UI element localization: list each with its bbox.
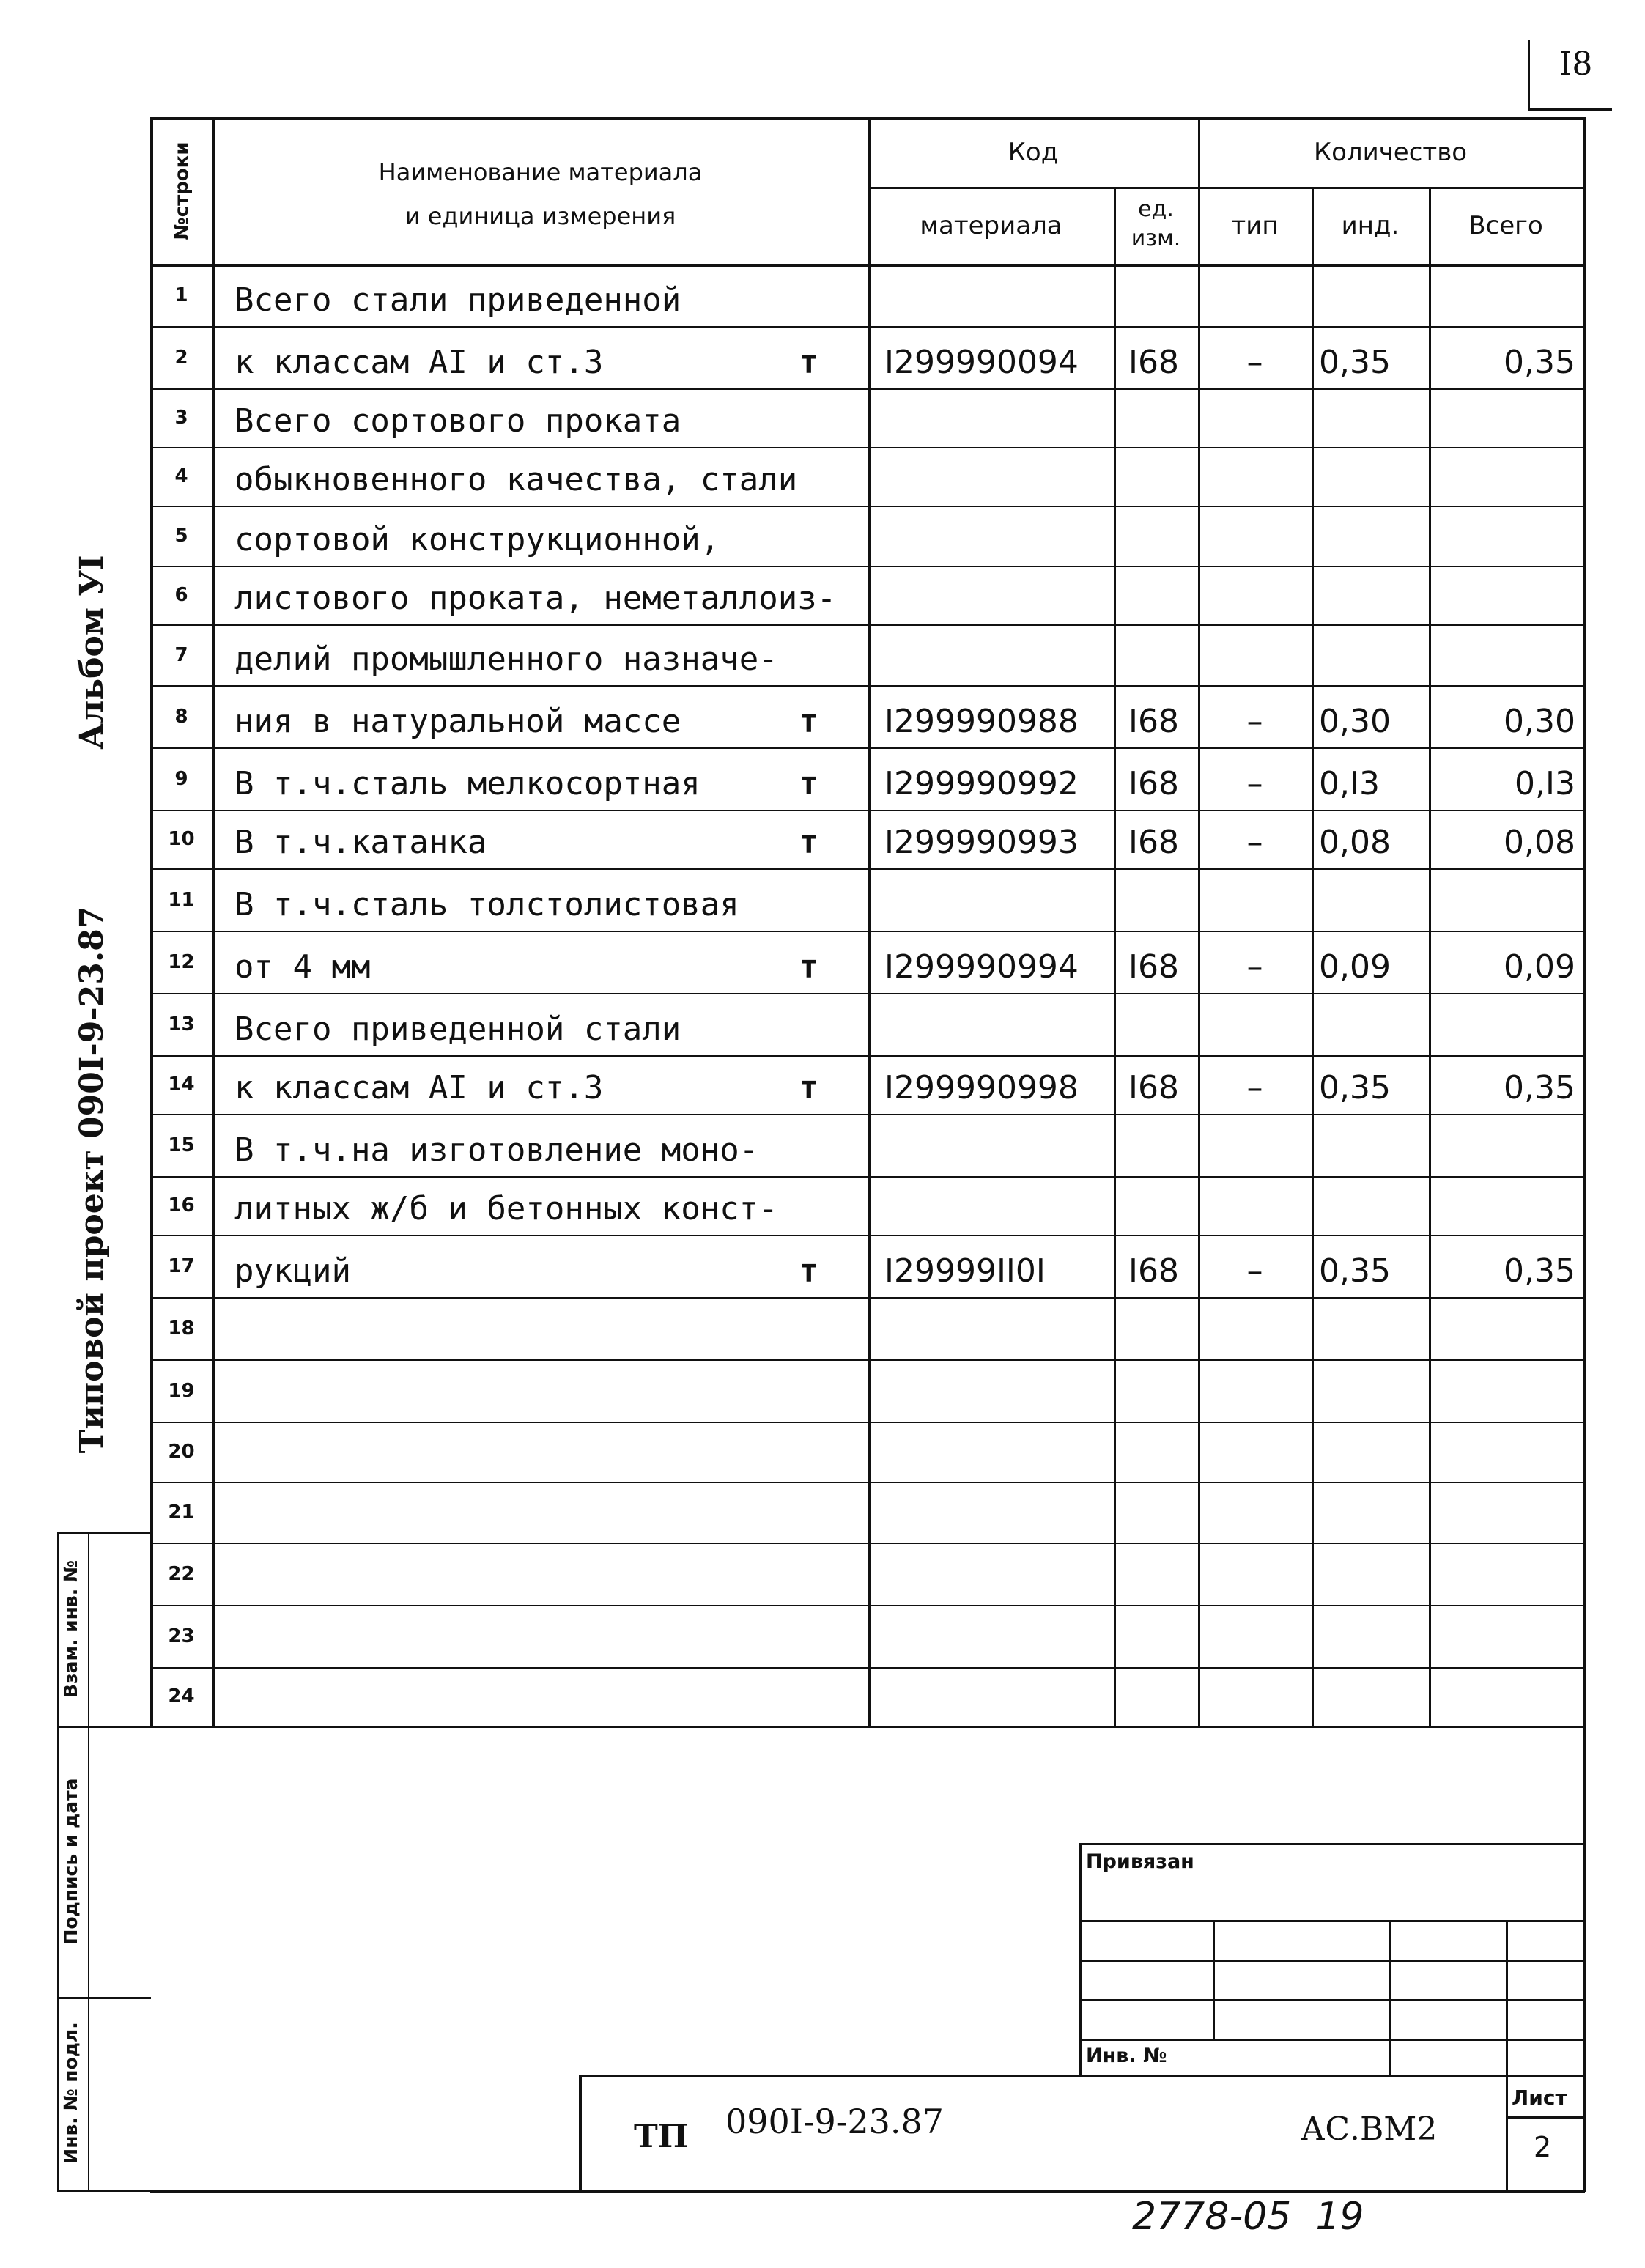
qty-type (1198, 447, 1312, 506)
qty-ind (1312, 1543, 1429, 1605)
qty-type (1198, 1359, 1312, 1422)
qty-type: – (1246, 824, 1263, 861)
qty-type (1198, 264, 1312, 326)
material-name (212, 1297, 868, 1359)
qty-ind (1312, 566, 1429, 624)
material-code (868, 1543, 1114, 1605)
material-code: I299990998 (884, 1069, 1079, 1107)
material-code (868, 1359, 1114, 1422)
header-code-unit-1: ед. (1138, 196, 1174, 222)
qty-ind (1312, 1359, 1429, 1422)
row-number: 20 (168, 1441, 195, 1463)
material-name (212, 1114, 868, 1176)
row-number: 23 (168, 1625, 195, 1647)
page-number: I8 (1559, 45, 1593, 83)
material-name (212, 1605, 868, 1667)
material-code (868, 868, 1114, 931)
row-number: 5 (174, 525, 188, 547)
qty-ind (1312, 1667, 1429, 1726)
material-code (868, 1176, 1114, 1235)
material-code (868, 506, 1114, 566)
material-code: I299990994 (884, 948, 1079, 986)
qty-type (1198, 1297, 1312, 1359)
header-code-unit-2: изм. (1131, 226, 1181, 251)
qty-type (1198, 1114, 1312, 1176)
qty-type (1198, 1667, 1312, 1726)
header-qty-total: Всего (1468, 210, 1543, 240)
qty-total (1429, 1359, 1583, 1422)
material-code: I299990993 (884, 824, 1079, 861)
qty-total (1429, 1543, 1583, 1605)
material-code: I299990992 (884, 765, 1079, 802)
qty-type: – (1246, 1252, 1263, 1290)
material-name-text: В т.ч.сталь мелкосортная (234, 765, 700, 802)
material-name (212, 931, 868, 993)
qty-ind (1312, 388, 1429, 447)
code-unit: I68 (1128, 948, 1179, 986)
header-name-line2: и единица измерения (404, 202, 676, 230)
material-name (212, 506, 868, 566)
qty-total (1429, 993, 1583, 1055)
material-name (212, 868, 868, 931)
header-code: Код (1008, 137, 1059, 167)
code-unit (1114, 506, 1198, 566)
qty-ind: 0,08 (1319, 824, 1391, 861)
qty-ind: 0,09 (1319, 948, 1391, 986)
inv-no-label: Инв. № (1086, 2044, 1167, 2067)
title-number: 090I-9-23.87 (725, 2102, 945, 2141)
qty-total (1429, 624, 1583, 685)
qty-ind (1312, 868, 1429, 931)
material-name (212, 624, 868, 685)
code-unit: I68 (1128, 1252, 1179, 1290)
album-label: Альбом УI (73, 555, 111, 750)
podpis-data-label: Подпись и дата (60, 1778, 81, 1945)
header-qty-ind: инд. (1341, 210, 1400, 240)
qty-total: 0,35 (1504, 1252, 1575, 1290)
material-code: I299990988 (884, 703, 1079, 740)
row-number: 2 (174, 346, 188, 369)
qty-type (1198, 566, 1312, 624)
code-unit (1114, 388, 1198, 447)
qty-total: 0,35 (1504, 1069, 1575, 1107)
material-name (212, 993, 868, 1055)
header-qty-type: тип (1231, 210, 1279, 240)
code-unit (1114, 1667, 1198, 1726)
qty-ind: 0,30 (1319, 703, 1391, 740)
unit-of-measure: т (799, 703, 818, 740)
row-number: 11 (168, 888, 195, 911)
unit-of-measure: т (799, 1252, 818, 1290)
unit-of-measure: т (799, 824, 818, 861)
material-name (212, 566, 868, 624)
qty-total: 0,I3 (1515, 765, 1575, 802)
qty-total (1429, 1482, 1583, 1543)
code-unit (1114, 1422, 1198, 1482)
qty-type (1198, 1422, 1312, 1482)
qty-total (1429, 1297, 1583, 1359)
unit-of-measure: т (799, 1069, 818, 1107)
material-code (868, 388, 1114, 447)
material-name (212, 810, 868, 868)
material-name-text: В т.ч.катанка (234, 824, 487, 861)
qty-total (1429, 1176, 1583, 1235)
material-code (868, 264, 1114, 326)
code-unit (1114, 1605, 1198, 1667)
code-unit (1114, 1176, 1198, 1235)
code-unit: I68 (1128, 1069, 1179, 1107)
code-unit: I68 (1128, 824, 1179, 861)
row-number: 16 (168, 1194, 195, 1216)
material-name-text: делий промышленного назначе- (234, 640, 778, 678)
material-name (212, 388, 868, 447)
material-name-text: Всего приведенной стали (234, 1011, 681, 1048)
material-name (212, 1176, 868, 1235)
code-unit (1114, 1297, 1198, 1359)
row-number: 7 (174, 643, 188, 666)
row-number: 22 (168, 1562, 195, 1585)
qty-type: – (1246, 703, 1263, 740)
material-name (212, 1422, 868, 1482)
qty-type (1198, 1176, 1312, 1235)
row-number: 19 (168, 1379, 195, 1402)
code-unit (1114, 566, 1198, 624)
qty-total (1429, 1667, 1583, 1726)
header-row-number: №строки (170, 141, 193, 240)
header-name-line1: Наименование материала (378, 158, 703, 186)
material-name (212, 1667, 868, 1726)
code-unit (1114, 1543, 1198, 1605)
qty-ind (1312, 993, 1429, 1055)
material-name (212, 1235, 868, 1297)
unit-of-measure: т (799, 765, 818, 802)
qty-type: – (1246, 1069, 1263, 1107)
row-number: 18 (168, 1317, 195, 1340)
material-code (868, 624, 1114, 685)
material-name (212, 1055, 868, 1114)
material-name-text: В т.ч.сталь толстолистовая (234, 886, 739, 923)
row-number: 24 (168, 1685, 195, 1707)
qty-type (1198, 506, 1312, 566)
row-number: 8 (174, 705, 188, 728)
qty-total: 0,30 (1504, 703, 1575, 740)
material-name-text: ния в натуральной массе (234, 703, 681, 740)
material-code (868, 447, 1114, 506)
row-number: 1 (174, 284, 188, 306)
qty-type (1198, 1543, 1312, 1605)
qty-total (1429, 506, 1583, 566)
row-number: 4 (174, 465, 188, 487)
row-number: 13 (168, 1013, 195, 1035)
material-name (212, 1359, 868, 1422)
material-name-text: Всего стали приведенной (234, 281, 681, 319)
qty-ind (1312, 1482, 1429, 1543)
qty-ind: 0,35 (1319, 344, 1391, 381)
sheet-label: Лист (1512, 2086, 1567, 2110)
material-name-text: от 4 мм (234, 948, 371, 986)
code-unit: I68 (1128, 703, 1179, 740)
material-name (212, 685, 868, 747)
material-code: I29999II0I (884, 1252, 1046, 1290)
code-unit (1114, 447, 1198, 506)
qty-ind: 0,I3 (1319, 765, 1380, 802)
material-name-text: В т.ч.на изготовление моно- (234, 1131, 759, 1169)
qty-type: – (1246, 948, 1263, 986)
qty-total (1429, 868, 1583, 931)
qty-type (1198, 624, 1312, 685)
material-name (212, 1543, 868, 1605)
material-name (212, 264, 868, 326)
material-name-text: к классам АI и ст.3 (234, 344, 604, 381)
row-number: 12 (168, 950, 195, 973)
material-name-text: сортовой конструкционной, (234, 521, 720, 558)
qty-ind (1312, 1422, 1429, 1482)
qty-type (1198, 1605, 1312, 1667)
qty-total (1429, 1422, 1583, 1482)
material-name (212, 326, 868, 388)
unit-of-measure: т (799, 344, 818, 381)
qty-total: 0,09 (1504, 948, 1575, 986)
qty-total (1429, 388, 1583, 447)
qty-type (1198, 1482, 1312, 1543)
inv-podl-label: Инв. № подл. (60, 2022, 81, 2164)
row-number: 3 (174, 407, 188, 429)
material-name (212, 747, 868, 810)
qty-total (1429, 1114, 1583, 1176)
row-number: 17 (168, 1255, 195, 1277)
header-quantity: Количество (1313, 137, 1468, 167)
qty-type: – (1246, 344, 1263, 381)
row-number: 10 (168, 828, 195, 850)
code-unit (1114, 624, 1198, 685)
code-unit (1114, 993, 1198, 1055)
material-code (868, 1605, 1114, 1667)
material-name-text: листового проката, неметаллоиз- (234, 580, 837, 617)
qty-total: 0,35 (1504, 344, 1575, 381)
qty-total: 0,08 (1504, 824, 1575, 861)
code-unit (1114, 1114, 1198, 1176)
qty-type (1198, 993, 1312, 1055)
vzam-inv-label: Взам. инв. № (60, 1560, 81, 1698)
code-unit (1114, 868, 1198, 931)
code-unit (1114, 264, 1198, 326)
qty-ind (1312, 264, 1429, 326)
material-code (868, 1667, 1114, 1726)
qty-ind (1312, 1605, 1429, 1667)
qty-ind (1312, 1176, 1429, 1235)
qty-ind (1312, 447, 1429, 506)
qty-total (1429, 566, 1583, 624)
material-name-text: обыкновенного качества, стали (234, 461, 798, 498)
material-name-text: литных ж/б и бетонных конст- (234, 1190, 778, 1227)
qty-type: – (1246, 765, 1263, 802)
qty-ind (1312, 624, 1429, 685)
material-code (868, 1422, 1114, 1482)
material-name-text: Всего сортового проката (234, 402, 681, 440)
project-label: Типовой проект 090I-9-23.87 (73, 906, 111, 1454)
qty-ind: 0,35 (1319, 1252, 1391, 1290)
row-number: 9 (174, 767, 188, 790)
material-name-text: рукций (234, 1252, 351, 1290)
sheet-number: 2 (1534, 2131, 1552, 2163)
qty-type (1198, 388, 1312, 447)
qty-ind (1312, 1297, 1429, 1359)
qty-total (1429, 1605, 1583, 1667)
qty-ind (1312, 506, 1429, 566)
material-name (212, 1482, 868, 1543)
material-name (212, 447, 868, 506)
material-code (868, 1297, 1114, 1359)
row-number: 21 (168, 1501, 195, 1523)
qty-ind: 0,35 (1319, 1069, 1391, 1107)
privyazan-label: Привязан (1086, 1850, 1194, 1873)
material-code (868, 993, 1114, 1055)
qty-total (1429, 264, 1583, 326)
code-unit: I68 (1128, 765, 1179, 802)
material-name-text: к классам АI и ст.3 (234, 1069, 604, 1107)
row-number: 6 (174, 584, 188, 606)
material-code (868, 566, 1114, 624)
row-number: 14 (168, 1074, 195, 1096)
code-unit (1114, 1359, 1198, 1422)
code-unit (1114, 1482, 1198, 1543)
material-code (868, 1482, 1114, 1543)
title-tp: ТП (634, 2118, 689, 2155)
title-code: АС.ВМ2 (1301, 2110, 1438, 2148)
material-code: I299990094 (884, 344, 1079, 381)
qty-total (1429, 447, 1583, 506)
footer-number: 2778-05 19 (1132, 2195, 1364, 2239)
qty-ind (1312, 1114, 1429, 1176)
header-code-material: материала (920, 210, 1062, 240)
qty-type (1198, 868, 1312, 931)
material-code (868, 1114, 1114, 1176)
code-unit: I68 (1128, 344, 1179, 381)
unit-of-measure: т (799, 948, 818, 986)
row-number: 15 (168, 1134, 195, 1156)
